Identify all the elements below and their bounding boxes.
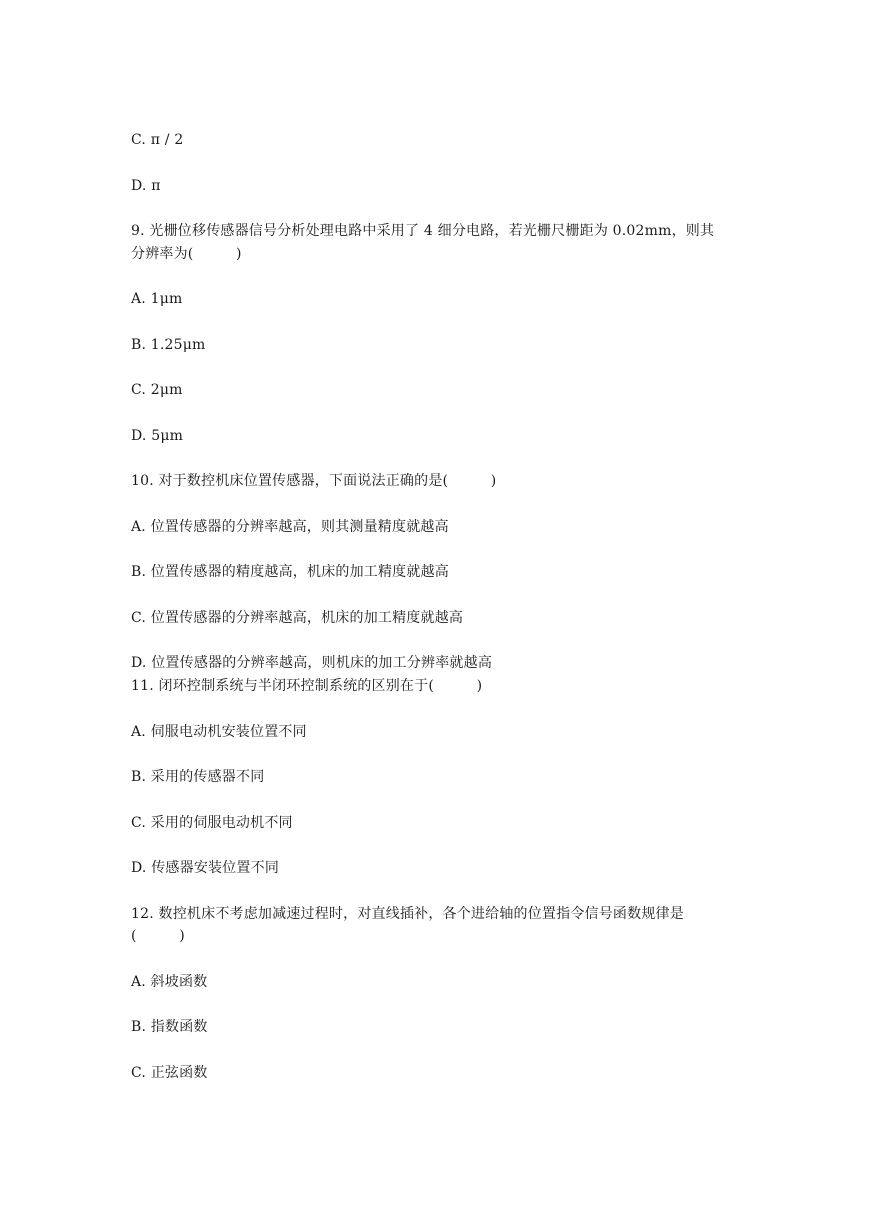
- q9-option-b: B. 1.25μm: [131, 337, 206, 353]
- q9-stem-line-2: 分辨率为( ): [131, 246, 242, 262]
- q11-stem: 11. 闭环控制系统与半闭环控制系统的区别在于( ): [131, 678, 483, 694]
- q11-option-d: D. 传感器安装位置不同: [131, 860, 280, 876]
- q12-option-a: A. 斜坡函数: [131, 974, 208, 990]
- q11-option-b: B. 采用的传感器不同: [131, 769, 265, 785]
- q9-stem-line-1: 9. 光栅位移传感器信号分析处理电路中采用了 4 细分电路，若光栅尺栅距为 0.02mm，则其: [131, 223, 715, 239]
- q9-option-a: A. 1μm: [131, 291, 183, 307]
- q12-stem-line-2: ( ): [131, 928, 185, 944]
- q12-stem-line-1: 12. 数控机床不考虑加减速过程时，对直线插补，各个进给轴的位置指令信号函数规律是: [131, 906, 684, 922]
- q10-option-d: D. 位置传感器的分辨率越高，则机床的加工分辨率就越高: [131, 655, 493, 671]
- q11-option-c: C. 采用的伺服电动机不同: [131, 815, 293, 831]
- q12-option-c: C. 正弦函数: [131, 1065, 208, 1081]
- q9-option-c: C. 2μm: [131, 382, 183, 398]
- q10-option-c: C. 位置传感器的分辨率越高，机床的加工精度就越高: [131, 610, 464, 626]
- q10-option-b: B. 位置传感器的精度越高，机床的加工精度就越高: [131, 564, 449, 580]
- q11-option-a: A. 伺服电动机安装位置不同: [131, 724, 307, 740]
- q8-option-c: C. π / 2: [131, 132, 184, 148]
- q10-option-a: A. 位置传感器的分辨率越高，则其测量精度就越高: [131, 519, 449, 535]
- q12-option-b: B. 指数函数: [131, 1019, 208, 1035]
- q9-option-d: D. 5μm: [131, 428, 184, 444]
- q8-option-d: D. π: [131, 178, 161, 194]
- q10-stem: 10. 对于数控机床位置传感器，下面说法正确的是( ): [131, 473, 497, 489]
